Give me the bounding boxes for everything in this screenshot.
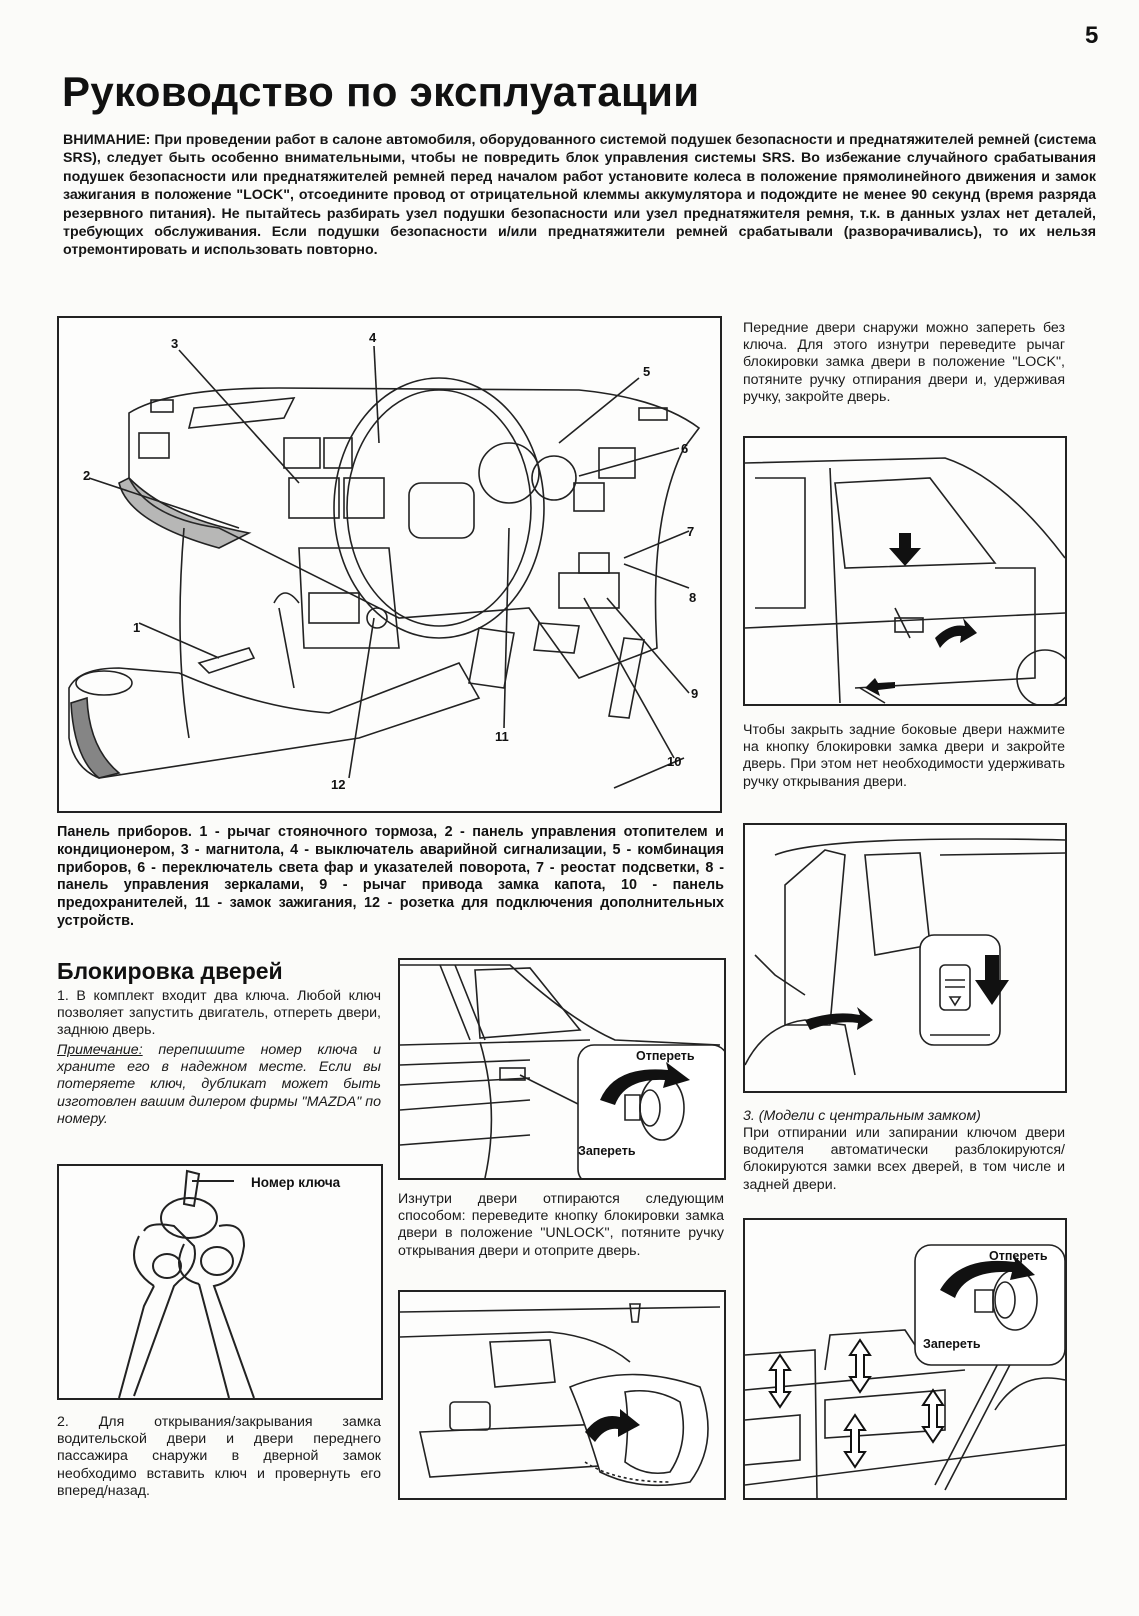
key-note-paragraph [57, 1042, 381, 1128]
door-lock-heading: Блокировка дверей [57, 958, 283, 984]
front-door-lock-figure [743, 436, 1067, 706]
callout-7: 7 [687, 524, 695, 539]
door-lock-label: Запереть [578, 1144, 636, 1158]
door-key-figure [398, 958, 726, 1180]
rear-doors-paragraph: Чтобы закрыть задние боковые двери нажмите на кнопку блокировки замка двери и закройте дверь. При этом нет необходимости удерживать ручку открывания двери. [743, 722, 1065, 790]
central-lock-heading: 3. (Модели с центральным замком) [743, 1108, 981, 1124]
callout-2: 2 [83, 468, 91, 483]
srs-warning-paragraph: ВНИМАНИЕ: При проведении работ в салоне автомобиля, оборудованного системой подушек безопасности и преднатяжителей ремней (система SRS), следует быть особенно внимательными, чтобы не повредить блок управления системы SRS. Во избежание случайного срабатывания подушек безопасности или преднатяжителей ремней перед началом работ установите колеса в положение прямолинейного движения и замок зажигания в положение "LOCK", отсоедините провод от отрицательной клеммы аккумулятора и подождите не менее 90 секунд (время разряда резервного питания). Не пытайтесь разбирать узел подушки безопасности или узел преднатяжителя ремня, т.к. в данных узлах нет деталей, требующих обслуживания. Если подушки безопасности и/или преднатяжители ремней срабатывали (разворачивались), то их нельзя отремонтировать и использовать повторно. [63, 132, 1096, 259]
callout-12: 12 [331, 777, 346, 792]
door-lock-item-2: 2. Для открывания/закрывания замка водительской двери и двери переднего пассажира снаружи в дверной замок необходимо вставить ключ и провернуть его вперед/назад. [57, 1414, 381, 1499]
callout-3: 3 [171, 336, 179, 351]
interior-handle-illustration [400, 1292, 724, 1498]
rear-door-illustration [745, 825, 1065, 1091]
central-lock-label: Запереть [923, 1337, 981, 1351]
front-door-illustration [745, 438, 1065, 704]
callout-9: 9 [691, 686, 699, 701]
key-number-label: Номер ключа [251, 1175, 341, 1190]
front-doors-paragraph: Передние двери снаружи можно запереть без ключа. Для этого изнутри переведите рычаг блокировки замка двери в положение "LOCK", потяните ручку отпирания двери и, удерживая ручку, закройте дверь. [743, 320, 1065, 405]
keys-illustration [59, 1166, 381, 1398]
keys-figure [57, 1164, 383, 1400]
door-key-illustration [400, 960, 724, 1178]
central-lock-illustration [745, 1220, 1065, 1498]
note-label: Примечание: [57, 1042, 143, 1058]
rear-door-lock-figure [743, 823, 1067, 1093]
dashboard-illustration [59, 318, 720, 811]
central-lock-paragraph: При отпирании или запирании ключом двери водителя автоматически разблокируются/блокируются замки всех дверей, в том числе и задней двери. [743, 1125, 1065, 1193]
door-unlock-label: Отпереть [636, 1049, 695, 1063]
note-text: перепишите номер ключа и храните его в надежном месте. Если вы потеряете ключ, дубликат может быть изготовлен вашим дилером фирмы "MAZDA" по номеру. [57, 1042, 381, 1127]
interior-handle-figure [398, 1290, 726, 1500]
callout-4: 4 [369, 330, 377, 345]
page-title: Руководство по эксплуатации [62, 68, 700, 115]
inside-unlock-paragraph: Изнутри двери отпираются следующим способом: переведите кнопку блокировки замка двери в положение "UNLOCK", потяните ручку открывания двери и отоприте дверь. [398, 1191, 724, 1259]
callout-11: 11 [495, 729, 509, 744]
callout-1: 1 [133, 620, 141, 635]
callout-8: 8 [689, 590, 697, 605]
dashboard-caption: Панель приборов. 1 - рычаг стояночного тормоза, 2 - панель управления отопителем и кондиционером, 3 - магнитола, 4 - выключатель аварийной сигнализации, 5 - комбинация приборов, 6 - переключатель света фар и указателей поворота, 7 - реостат подсветки, 8 - панель управления зеркалами, 9 - рычаг привода замка капота, 10 - панель предохранителей, 11 - замок зажигания, 12 - розетка для подключения дополнительных устройств. [57, 824, 724, 929]
callout-6: 6 [681, 441, 689, 456]
central-lock-figure [743, 1218, 1067, 1500]
callout-10: 10 [667, 754, 682, 769]
dashboard-figure [57, 316, 722, 813]
central-unlock-label: Отпереть [989, 1249, 1048, 1263]
door-lock-item-1: 1. В комплект входит два ключа. Любой ключ позволяет запустить двигатель, отпереть двери, заднюю дверь. [57, 988, 381, 1039]
page-number: 5 [1085, 22, 1099, 49]
callout-5: 5 [643, 364, 651, 379]
